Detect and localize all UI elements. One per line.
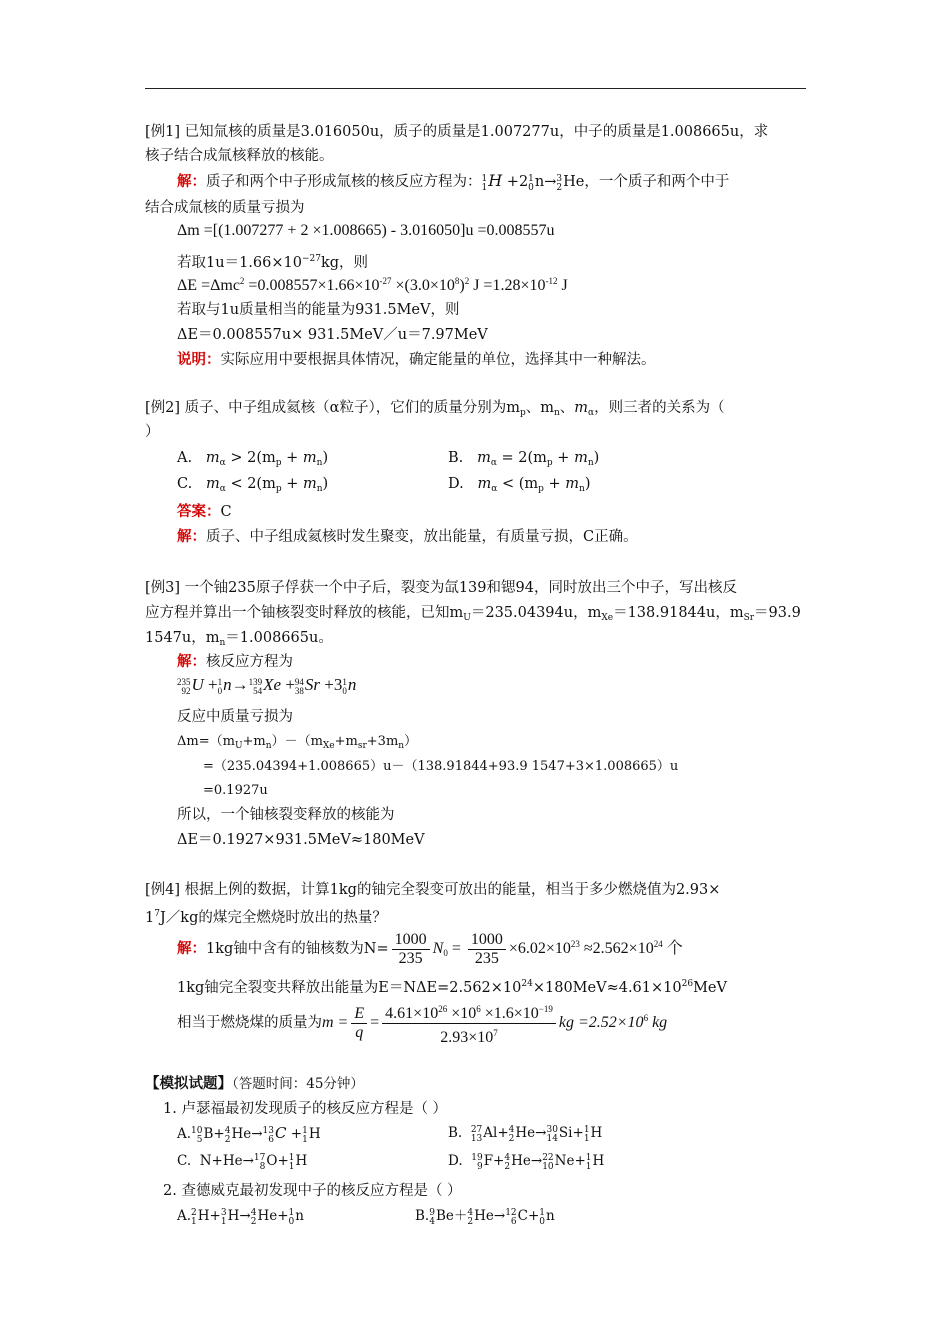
ex4-coal-line: 相当于燃烧煤的质量为m = $\frac{E}{q}$ = $\frac{4.61\times 10^{26} \times 10^6 \times 1.6\times 10^{-19}}{2.93\times 10^7}$ kg $=2.52\times 10^6$ kg	[177, 996, 667, 1047]
mock-q2-option-b[interactable]: B. 9 4 Be＋ 4 2 He→ 12 6 C+ 1 0 n	[415, 1208, 555, 1227]
ex4-coal-num-exp1: 26	[438, 1003, 448, 1014]
ex2-option-b-text: = 2(m	[501, 450, 547, 466]
ex2-answer-label: 答案：	[177, 503, 221, 520]
ex2-option-a[interactable]: A. $m_\alpha > 2(m_p + m_n)$	[177, 450, 329, 468]
ex2-option-c-text: < 2(m	[230, 476, 276, 492]
ex4-line2: $1^7J/kg$的煤完全燃烧时放出的热量？	[145, 909, 387, 926]
ex4-approx-exp: 24	[653, 939, 663, 949]
ex3-line3-a: 1547u，m	[145, 630, 220, 646]
ex2-line2: ）	[145, 424, 160, 440]
ex1-eq2-mid3: )	[459, 277, 465, 294]
ex3-line3-b: ＝1.008665u。	[225, 630, 333, 646]
ex3-line2: 应方程并算出一个铀核裂变时释放的核能，已知$m_U=235.04394u$，$m_{Xe}=138.91844u$，$m_{Sr}=93.9$	[145, 605, 801, 623]
ex2-option-b-label: B.	[448, 450, 464, 466]
ex2-answer	[177, 502, 232, 522]
ex4-release-exp2: 26	[681, 979, 694, 989]
ex4-nucleus-count: 解：1kg铀中含有的铀核数为N= $\frac{1000}{235}$ $N_0$ = $\frac{1000}{235}$ $\times 6.02\times 10^{23} \approx 2.562\times 10^{24}$ 个	[177, 930, 683, 967]
ex2-option-d-label: D.	[448, 476, 464, 492]
ex4-coal-result-unit: kg	[648, 1014, 668, 1031]
ex1-note-label: 说明：	[177, 351, 221, 368]
ex2-option-a-label: A.	[177, 450, 193, 466]
ex4-approx: ≈2.562×10	[583, 940, 654, 957]
ex2-option-d[interactable]: D. $m_\alpha < (m_p + m_n)$	[448, 476, 591, 494]
mock-q2b-label: B.	[415, 1208, 430, 1224]
ex1-eq2-post: J =1.28×10	[469, 277, 546, 294]
ex3-dm-d: +m	[334, 734, 358, 749]
ex1-take2: 若取与1u质量相当的能量为931.5MeV，则	[177, 302, 460, 318]
ex4-coal-num: 4.61×10	[385, 1004, 439, 1022]
mock-q1-option-b[interactable]: B. 27 13 Al+ 4 2 He→ 30 14 Si+ 1 1 H	[448, 1125, 603, 1144]
ex3-solution	[177, 652, 293, 672]
mock-q1-option-c[interactable]: C. N+He→ 17 8 O+ 1 1 H	[177, 1153, 308, 1172]
mock-q2: 2. 查德威克最初发现中子的核反应方程是（ ）	[163, 1183, 462, 1199]
ex3-dm-c: ）－（m	[271, 734, 323, 749]
ex4-coal-num-exp2: 6	[476, 1003, 481, 1014]
ex1-eq2-mid2: ×(3.0×10	[391, 277, 455, 294]
ex2-line1-text: [例2] 质子、中子组成氦核（α粒子），它们的质量分别为m	[145, 400, 520, 416]
mock-q1-option-a[interactable]: A. 10 5 B+ 4 2 He→ 13 6 C + 1 1 H	[177, 1124, 321, 1145]
ex2-line1-tail: ，则三者的关系为（	[594, 400, 725, 416]
ex2-option-c[interactable]: C. $m_\alpha < 2(m_p + m_n)$	[177, 476, 329, 494]
ex4-release-a: 1kg铀完全裂变共释放出能量为E＝NΔE=2.562×10	[177, 980, 522, 996]
ex1-note	[177, 350, 656, 370]
ex4-release-exp1: 24	[521, 979, 533, 989]
ex3-line2-c: ＝138.91844u，m	[613, 605, 744, 621]
ex1-take1	[177, 249, 368, 273]
ex4-release-line	[177, 974, 727, 998]
ex4-coal-text: 相当于燃烧煤的质量为	[177, 1015, 322, 1031]
ex4-line2-exp: 7	[154, 909, 160, 919]
ex4-eq-tail: ×6.02×10	[508, 940, 571, 957]
mock-time: （答题时间：45分钟）	[232, 1076, 364, 1092]
ex3-line2-a: 应方程并算出一个铀核裂变时释放的核能，已知m	[145, 605, 464, 621]
ex1-sol-label: 解：	[177, 173, 206, 190]
ex4-coal-den: 2.93×10	[440, 1028, 494, 1046]
ex3-dm-e: +3m	[366, 734, 399, 749]
mock-q1a-label: A.	[177, 1126, 192, 1142]
ex4-frac-num: 1000	[392, 931, 430, 950]
ex4-coal-e: E	[351, 1005, 367, 1024]
ex2-option-b[interactable]: B. $m_\alpha = 2(m_p + m_n)$	[448, 450, 600, 468]
mock-q2a-label: A.	[177, 1208, 192, 1224]
ex3-sol-label: 解：	[177, 653, 206, 670]
ex4-coal-num-mid2: ×1.6×10	[480, 1004, 539, 1022]
ex4-sol-label: 解：	[177, 940, 206, 957]
ex3-dm-line: $\Delta m=(m_U+m_n)-(m_{Xe}+m_{sr}+3m_n)$	[177, 734, 418, 751]
ex4-release-b: ×180MeV≈4.61×10	[532, 980, 682, 996]
ex4-unit: 个	[666, 940, 683, 957]
ex2-option-c-label: C.	[177, 476, 193, 492]
ex1-line1: [例1] 已知氚核的质量是3.016050u，质子的质量是1.007277u，中子的质量是1.008665u，求	[145, 124, 769, 140]
ex1-take1-post: kg，则	[320, 255, 369, 271]
ex3-line1: [例3] 一个铀235原子俘获一个中子后，裂变为氙139和锶94，同时放出三个中子，写出核反	[145, 580, 737, 596]
ex2-answer-value: C	[220, 504, 232, 520]
mock-q2-option-a[interactable]: A. 2 1 H+ 3 1 H→ 4 2 He+ 1 0 n	[177, 1208, 304, 1227]
ex4-frac-den: 235	[398, 949, 423, 967]
ex4-coal-num-mid: ×10	[447, 1004, 477, 1022]
ex1-line2: 核子结合成氚核释放的核能。	[145, 148, 334, 164]
ex4-eq-tail-exp: 23	[570, 939, 580, 949]
ex4-coal-num-exp3: −19	[538, 1003, 553, 1014]
mock-heading	[145, 1074, 364, 1094]
ex1-line4: 结合成氚核的质量亏损为	[145, 200, 305, 216]
ex1-solution: 解：质子和两个中子形成氚核的核反应方程为： 1 1 H +2 1 0 n→ 3 2 He，一个质子和两个中于	[177, 171, 730, 193]
ex1-take1-pre: 若取1u＝1.66×10	[177, 255, 302, 271]
ex1-note-text: 实际应用中要根据具体情况，确定能量的单位，选择其中一种解法。	[220, 352, 656, 368]
mock-title: 【模拟试题】	[145, 1075, 232, 1092]
ex4-line1: [例4] 根据上例的数据，计算1kg的铀完全裂变可放出的能量，相当于多少燃烧值为2.93×	[145, 882, 721, 898]
mock-q1c-label: C.	[177, 1153, 192, 1169]
ex3-dm-a: Δm=（m	[177, 734, 235, 749]
ex3-dm-f: ）	[404, 734, 418, 749]
ex3-calc-line: =（235.04394+1.008665）u－（138.91844+93.9 1547+3×1.008665）u	[203, 759, 679, 774]
ex4-coal-den-exp: 7	[493, 1027, 498, 1038]
mock-q1: 1. 卢瑟福最初发现质子的核反应方程是（ ）	[163, 1101, 448, 1117]
ex1-sol-tail: He，一个质子和两个中于	[563, 174, 730, 190]
ex3-result-line: =0.1927u	[203, 783, 268, 798]
ex3-line2-b: ＝235.04394u，m	[470, 605, 602, 621]
ex4-coal-m: m =	[322, 1014, 349, 1031]
ex2-option-a-text: > 2(m	[230, 450, 276, 466]
ex3-sol-text: 核反应方程为	[206, 654, 293, 670]
ex1-equation3: ΔE＝0.008557u× 931.5MeV／u＝7.97MeV	[177, 327, 488, 343]
mock-q1b-label: B.	[448, 1125, 463, 1141]
ex3-reaction-equation: 235 92 U + 1 0 n→ 139 54 Xe + 94 38 Sr +3 1 0 n	[177, 675, 357, 696]
ex4-coal-result-exp: 6	[643, 1013, 649, 1023]
ex2-line1: [例2] 质子、中子组成氦核（α粒子），它们的质量分别为$m_p$、$m_n$、$m_\alpha$，则三者的关系为（	[145, 400, 725, 418]
ex1-equation1: Δm =[(1.007277 + 2 ×1.008665) - 3.016050]u =0.008557u	[177, 222, 555, 239]
ex3-line2-d: ＝93.9	[754, 605, 801, 621]
ex4-coal-q: q	[355, 1023, 364, 1041]
ex4-coal-result: kg =2.52×10	[558, 1014, 644, 1031]
mock-q1-option-d[interactable]: D. 19 9 F+ 4 2 He→ 22 10 Ne+ 1 1 H	[448, 1153, 605, 1172]
header-rule	[145, 88, 806, 89]
ex4-n0: N	[432, 940, 444, 957]
ex1-sol-text: 质子和两个中子形成氚核的核反应方程为：	[206, 174, 482, 190]
ex3-deficit: 反应中质量亏损为	[177, 709, 293, 725]
ex1-eq2-end: J	[557, 277, 568, 294]
ex1-eq2-pre: ΔE =Δmc	[177, 277, 240, 294]
ex2-option-d-text: < (m	[501, 476, 539, 492]
ex1-eq2-mid: =0.008557×1.66×10	[244, 277, 380, 294]
mock-q1d-label: D.	[448, 1153, 463, 1169]
ex3-dm-b: +m	[242, 734, 266, 749]
ex1-equation2: $\Delta E =\Delta mc^2 =0.008557\times 1.66\times 10^{-27} \times(3.0\times 10^8)^2$ $J =1.28\times 10^{-12}$ J	[177, 276, 568, 294]
ex3-energy-line: ΔE＝0.1927×931.5MeV≈180MeV	[177, 832, 425, 848]
ex4-line2-text: J／kg的煤完全燃烧时放出的热量？	[159, 910, 387, 926]
ex2-solution	[177, 527, 638, 547]
ex2-sol-label: 解：	[177, 528, 206, 545]
ex4-release-c: MeV	[693, 980, 727, 996]
ex2-sol-text: 质子、中子组成氦核时发生聚变，放出能量，有质量亏损，C正确。	[206, 529, 638, 545]
ex1-take1-exp: −27	[301, 254, 321, 264]
ex3-line3: 1547u，$m_n=1.008665u$。	[145, 630, 333, 648]
ex4-sol-text: 1kg铀中含有的铀核数为N=	[206, 941, 389, 957]
ex3-so-text: 所以，一个铀核裂变释放的核能为	[177, 807, 395, 823]
